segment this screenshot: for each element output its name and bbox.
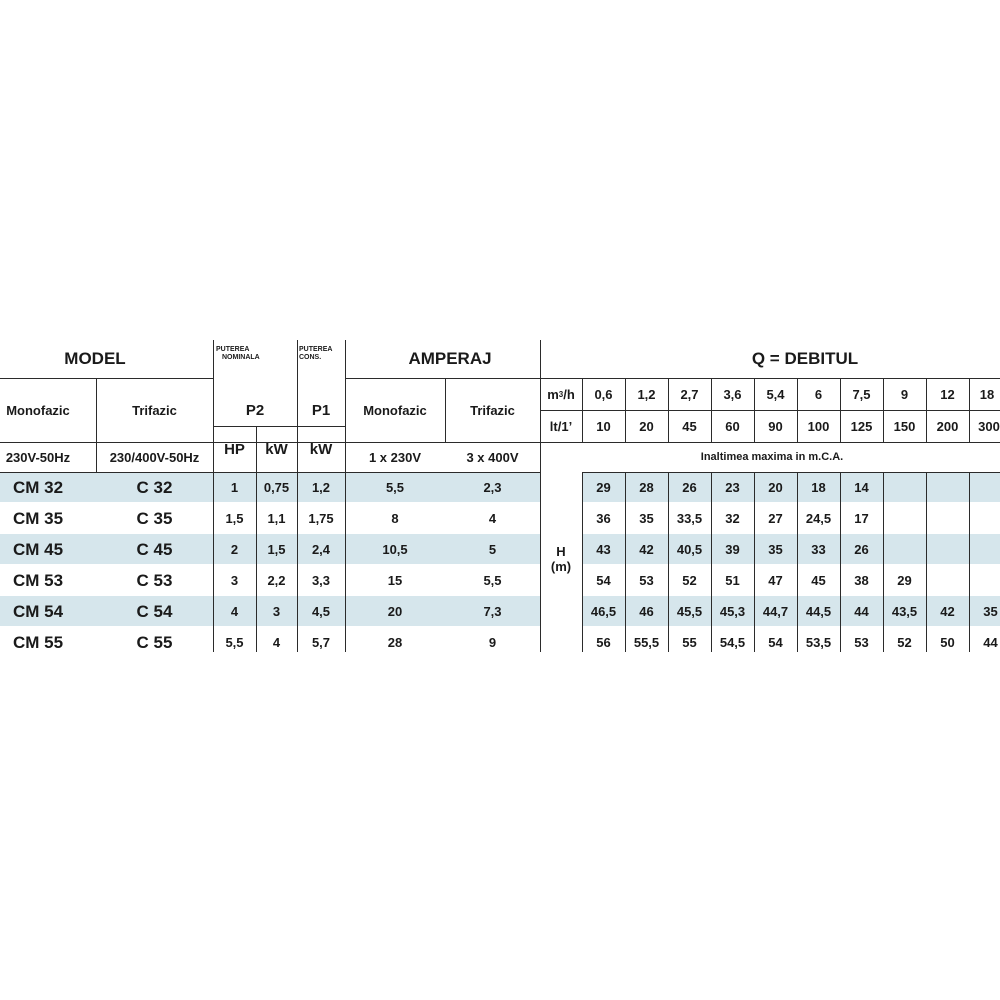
h-letter: H bbox=[556, 544, 566, 559]
height-note: Inaltimea maxima in m.C.A. bbox=[700, 451, 844, 463]
flow-m3h: 3,6 bbox=[723, 386, 742, 402]
debit-header: Q = DEBITUL bbox=[751, 349, 859, 368]
amperaj-header: AMPERAJ bbox=[408, 349, 492, 368]
head-value: 35 bbox=[983, 604, 998, 619]
head-value bbox=[969, 503, 1000, 534]
head-value bbox=[926, 565, 969, 596]
head-value bbox=[883, 472, 926, 503]
amperaj-mono: 5,5 bbox=[385, 480, 405, 495]
head-value: 54 bbox=[768, 635, 783, 650]
putere-cons-line2: CONS. bbox=[299, 354, 322, 361]
head-value: 24,5 bbox=[805, 511, 832, 526]
model-monofazic: CM 35 bbox=[12, 508, 64, 528]
model-monofazic: CM 45 bbox=[12, 539, 64, 559]
kw-header: kW bbox=[265, 440, 288, 458]
flow-m3h: 12 bbox=[940, 386, 955, 402]
kw-p1-header: kW bbox=[309, 440, 333, 458]
head-value: 52 bbox=[897, 635, 912, 650]
head-value: 53,5 bbox=[805, 635, 832, 650]
flow-m3h: 7,5 bbox=[852, 386, 871, 402]
head-value: 35 bbox=[639, 511, 654, 526]
head-value: 54 bbox=[596, 573, 611, 588]
amperaj-tri: 9 bbox=[488, 635, 497, 650]
putere-nominala-header bbox=[216, 346, 296, 376]
flow-ltmin: 200 bbox=[936, 418, 959, 434]
power-kw: 1,5 bbox=[267, 542, 286, 557]
power-hp: 4 bbox=[230, 604, 239, 619]
m3h-base: m bbox=[547, 386, 559, 402]
power-kw: 2,2 bbox=[267, 573, 286, 588]
voltage-tri: 230/400V-50Hz bbox=[109, 449, 200, 465]
head-value: 56 bbox=[596, 635, 611, 650]
head-value: 26 bbox=[682, 480, 697, 495]
head-value: 43,5 bbox=[891, 604, 918, 619]
amperaj-mono: 15 bbox=[387, 573, 403, 588]
head-value bbox=[969, 534, 1000, 565]
head-value: 32 bbox=[725, 511, 740, 526]
model-trifazic: C 55 bbox=[136, 632, 173, 652]
power-p1-kw: 1,75 bbox=[308, 511, 334, 526]
head-value bbox=[969, 565, 1000, 596]
head-value: 44,7 bbox=[762, 604, 789, 619]
power-kw: 4 bbox=[272, 635, 281, 650]
model-monofazic: CM 32 bbox=[12, 477, 64, 497]
head-value: 46,5 bbox=[590, 604, 617, 619]
putere-nominala-line2: NOMINALA bbox=[222, 354, 260, 361]
pump-spec-table bbox=[0, 340, 1000, 652]
head-value bbox=[969, 472, 1000, 503]
head-value: 29 bbox=[897, 573, 912, 588]
flow-m3h: 5,4 bbox=[766, 386, 785, 402]
flow-ltmin: 45 bbox=[682, 418, 697, 434]
head-value: 42 bbox=[639, 542, 654, 557]
power-p1-kw: 1,2 bbox=[311, 480, 331, 495]
amperaj-tri: 5,5 bbox=[483, 573, 502, 588]
head-value: 42 bbox=[940, 604, 955, 619]
flow-ltmin: 90 bbox=[768, 418, 783, 434]
amperaj-tri: 5 bbox=[488, 542, 497, 557]
trifazic-header: Trifazic bbox=[132, 402, 177, 418]
head-value: 28 bbox=[639, 480, 654, 495]
head-value: 35 bbox=[768, 542, 783, 557]
head-value: 39 bbox=[725, 542, 740, 557]
amp-mono-supply: 1 x 230V bbox=[368, 449, 422, 465]
power-hp: 5,5 bbox=[225, 635, 244, 650]
head-value: 36 bbox=[596, 511, 611, 526]
head-value: 55 bbox=[682, 635, 697, 650]
hp-header: HP bbox=[224, 440, 245, 458]
model-trifazic: C 32 bbox=[136, 477, 173, 497]
model-trifazic: C 45 bbox=[136, 539, 173, 559]
flow-ltmin: 100 bbox=[807, 418, 830, 434]
p1-header: P1 bbox=[311, 401, 331, 419]
h-unit: (m) bbox=[550, 559, 572, 574]
ltmin-label: lt/1’ bbox=[549, 418, 573, 434]
power-kw: 1,1 bbox=[267, 511, 286, 526]
putere-cons-header bbox=[299, 346, 345, 376]
power-p1-kw: 5,7 bbox=[311, 635, 331, 650]
head-value: 53 bbox=[639, 573, 654, 588]
flow-m3h: 0,6 bbox=[594, 386, 613, 402]
model-monofazic: CM 53 bbox=[12, 570, 64, 590]
model-monofazic: CM 54 bbox=[12, 601, 64, 621]
flow-m3h: 9 bbox=[900, 386, 909, 402]
head-value: 43 bbox=[596, 542, 611, 557]
power-p1-kw: 4,5 bbox=[311, 604, 331, 619]
flow-ltmin: 150 bbox=[893, 418, 916, 434]
power-p1-kw: 3,3 bbox=[311, 573, 331, 588]
model-trifazic: C 54 bbox=[136, 601, 173, 621]
amperaj-tri: 2,3 bbox=[483, 480, 502, 495]
head-value: 50 bbox=[940, 635, 955, 650]
flow-ltmin: 20 bbox=[639, 418, 654, 434]
power-hp: 3 bbox=[230, 573, 239, 588]
head-value: 44 bbox=[854, 604, 869, 619]
head-value bbox=[926, 472, 969, 503]
putere-cons-line1: PUTEREA bbox=[299, 346, 333, 353]
power-kw: 0,75 bbox=[263, 480, 290, 495]
model-trifazic: C 35 bbox=[136, 508, 173, 528]
power-p1-kw: 2,4 bbox=[311, 542, 331, 557]
head-value: 46 bbox=[639, 604, 654, 619]
m3h-label bbox=[540, 378, 582, 410]
amperaj-monofazic-header: Monofazic bbox=[363, 402, 427, 418]
head-value: 53 bbox=[854, 635, 869, 650]
head-value: 17 bbox=[854, 511, 869, 526]
monofazic-header: Monofazic bbox=[6, 402, 70, 418]
head-value bbox=[883, 534, 926, 565]
putere-nominala-line1: PUTEREA bbox=[216, 346, 250, 353]
head-value: 38 bbox=[854, 573, 869, 588]
model-monofazic: CM 55 bbox=[12, 632, 64, 652]
head-value: 18 bbox=[811, 480, 826, 495]
power-kw: 3 bbox=[272, 604, 281, 619]
head-value bbox=[926, 534, 969, 565]
head-value: 47 bbox=[768, 573, 783, 588]
head-value: 14 bbox=[854, 480, 869, 495]
flow-ltmin: 125 bbox=[850, 418, 873, 434]
h-label bbox=[540, 534, 582, 584]
p2-header: P2 bbox=[245, 401, 265, 419]
amperaj-mono: 28 bbox=[387, 635, 403, 650]
head-value: 29 bbox=[596, 480, 611, 495]
head-value: 23 bbox=[725, 480, 740, 495]
voltage-mono: 230V-50Hz bbox=[5, 449, 71, 465]
head-value: 45 bbox=[811, 573, 826, 588]
amperaj-mono: 8 bbox=[391, 511, 399, 526]
amperaj-tri: 7,3 bbox=[483, 604, 502, 619]
model-trifazic: C 53 bbox=[136, 570, 173, 590]
flow-m3h: 18 bbox=[979, 386, 995, 402]
amperaj-tri: 4 bbox=[488, 511, 497, 526]
head-value: 40,5 bbox=[676, 542, 703, 557]
head-value: 45,5 bbox=[676, 604, 703, 619]
head-value: 44 bbox=[983, 635, 998, 650]
model-header: MODEL bbox=[64, 349, 126, 368]
flow-ltmin: 60 bbox=[725, 418, 740, 434]
head-value: 26 bbox=[854, 542, 869, 557]
head-value: 52 bbox=[682, 573, 697, 588]
amperaj-mono: 20 bbox=[387, 604, 403, 619]
power-hp: 1,5 bbox=[225, 511, 244, 526]
head-value: 45,3 bbox=[719, 604, 746, 619]
flow-ltmin: 300 bbox=[978, 418, 1000, 434]
amperaj-mono: 10,5 bbox=[382, 542, 408, 557]
head-value: 33 bbox=[811, 542, 826, 557]
head-value: 33,5 bbox=[676, 511, 703, 526]
power-hp: 2 bbox=[230, 542, 239, 557]
head-value bbox=[883, 503, 926, 534]
head-value: 27 bbox=[768, 511, 783, 526]
m3h-sup: 3 bbox=[558, 389, 564, 399]
flow-m3h: 1,2 bbox=[637, 386, 656, 402]
flow-m3h: 2,7 bbox=[680, 386, 699, 402]
flow-m3h: 6 bbox=[814, 386, 823, 402]
flow-ltmin: 10 bbox=[596, 418, 611, 434]
amp-tri-supply: 3 x 400V bbox=[466, 449, 519, 465]
power-hp: 1 bbox=[230, 480, 239, 495]
head-value: 44,5 bbox=[805, 604, 832, 619]
head-value: 55,5 bbox=[633, 635, 660, 650]
head-value bbox=[926, 503, 969, 534]
head-value: 51 bbox=[725, 573, 740, 588]
m3h-tail: /h bbox=[563, 386, 575, 402]
head-value: 20 bbox=[768, 480, 783, 495]
amperaj-trifazic-header: Trifazic bbox=[470, 402, 515, 418]
head-value: 54,5 bbox=[719, 635, 746, 650]
